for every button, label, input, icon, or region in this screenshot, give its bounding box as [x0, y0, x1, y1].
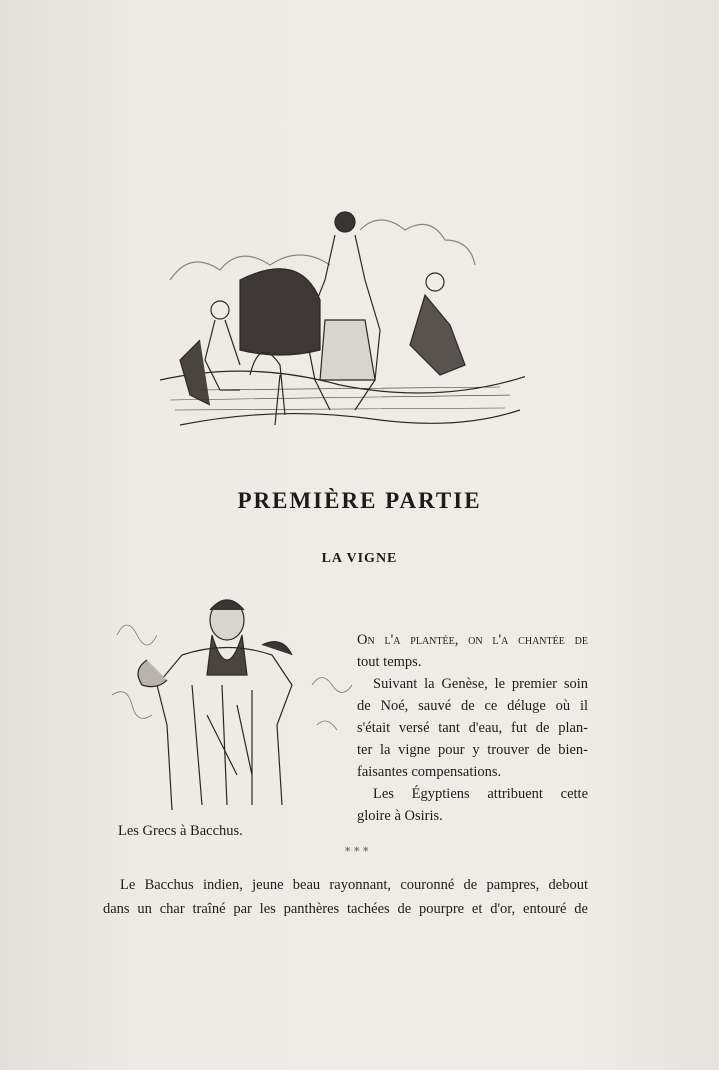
paragraph-line: tout temps.: [357, 654, 422, 670]
paragraph-line: dans un char traîné par les panthères tachées de pourpre et d'or, entouré de: [103, 901, 588, 917]
paragraph-line: Les Égyptiens attribuent cette: [373, 786, 588, 802]
section-separator: * * *: [345, 845, 369, 858]
paragraph-line: On l'a plantée, on l'a chantée de: [357, 632, 588, 648]
paragraph-line: de Noé, sauvé de ce déluge où il: [357, 698, 588, 714]
paragraph-line: ter la vigne pour y trouver de bien-: [357, 742, 588, 758]
illustration-caption: Les Grecs à Bacchus.: [118, 823, 243, 839]
part-title: PREMIÈRE PARTIE: [237, 488, 482, 513]
bacchanal-illustration: [160, 200, 525, 445]
paragraph-line: s'était versé tant d'eau, fut de plan-: [357, 720, 588, 736]
bacchus-illustration: [112, 595, 352, 815]
chapter-title: LA VIGNE: [321, 551, 398, 566]
paragraph-line: Le Bacchus indien, jeune beau rayonnant, couronné de pampres, debout: [120, 877, 588, 893]
paragraph-line: faisantes compensations.: [357, 764, 502, 780]
paragraph-line: gloire à Osiris.: [357, 808, 443, 824]
paragraph-line: Suivant la Genèse, le premier soin: [373, 676, 588, 692]
